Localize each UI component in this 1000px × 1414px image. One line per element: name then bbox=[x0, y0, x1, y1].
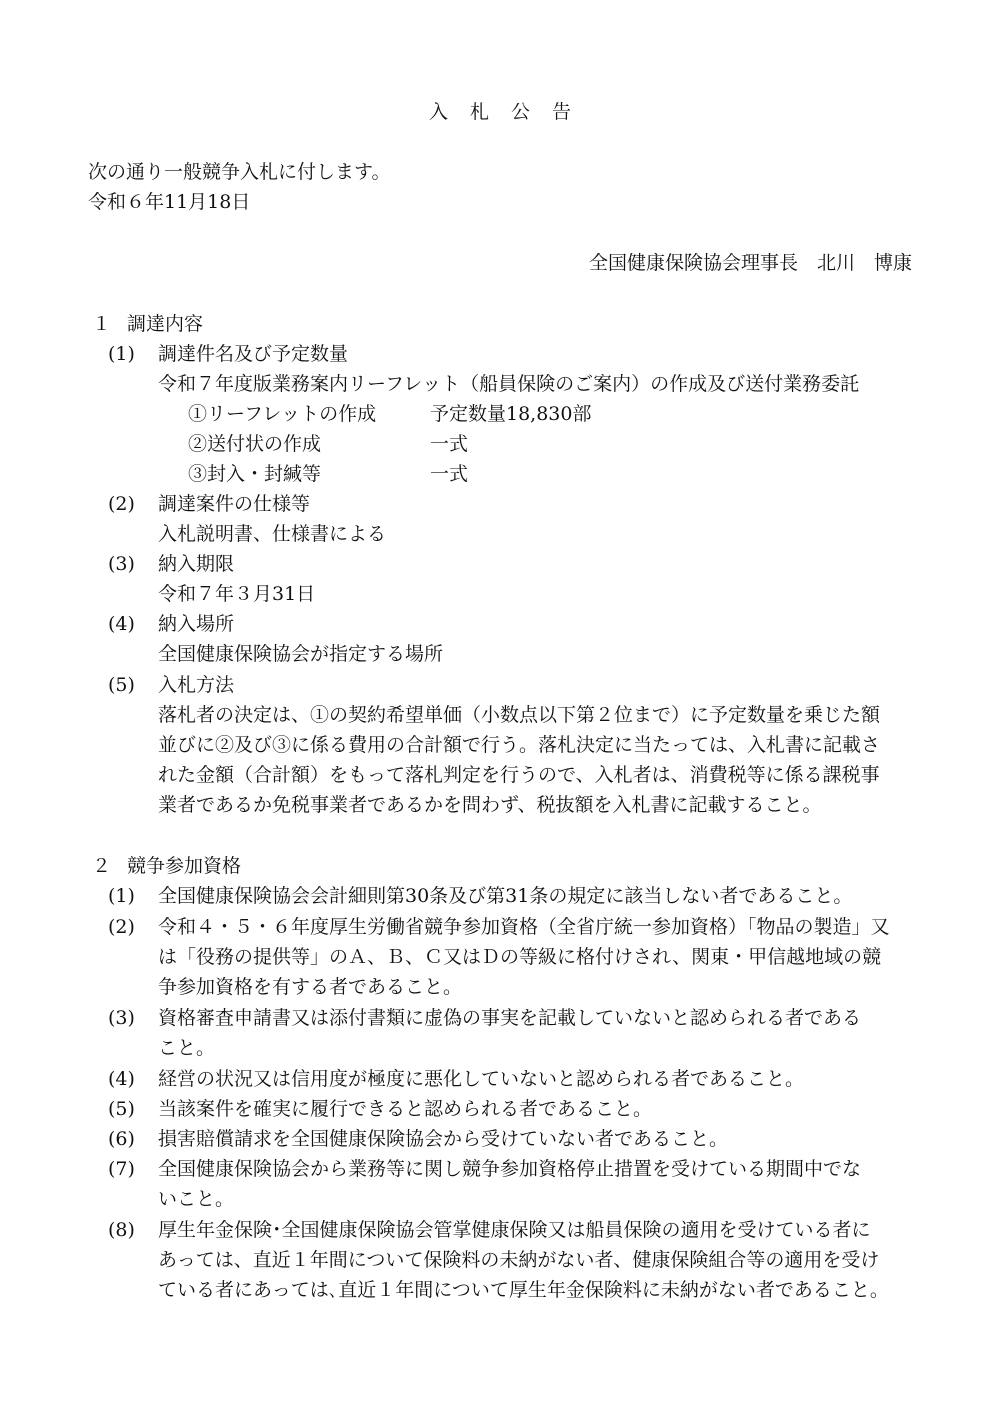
eligibility-line: ている者にあっては､直近１年間について厚生年金保険料に未納がない者であること。 bbox=[158, 1279, 889, 1301]
item-1-3-number: (3) bbox=[108, 553, 135, 575]
item-1-4-heading: 納入場所 bbox=[158, 613, 235, 635]
item-1-3-heading: 納入期限 bbox=[158, 553, 235, 575]
eligibility-line: 損害賠償請求を全国健康保険協会から受けていない者であること。 bbox=[158, 1128, 729, 1150]
item-1-1-number: (1) bbox=[108, 343, 135, 365]
eligibility-line: 争参加資格を有する者であること。 bbox=[158, 976, 463, 998]
item-1-3-body: 令和７年３月31日 bbox=[158, 583, 316, 605]
eligibility-line: 当該案件を確実に履行できると認められる者であること。 bbox=[158, 1098, 653, 1120]
item-2-8-number: (8) bbox=[108, 1219, 135, 1241]
item-1-2-number: (2) bbox=[108, 493, 135, 515]
item-1-1-heading: 調達件名及び予定数量 bbox=[158, 343, 349, 365]
quantity-row-value: 一式 bbox=[430, 463, 469, 485]
eligibility-line: あっては、直近１年間について保険料の未納がない者、健康保険組合等の適用を受け bbox=[158, 1249, 880, 1271]
procurement-subject: 令和７年度版業務案内リーフレット（船員保険のご案内）の作成及び送付業務委託 bbox=[158, 373, 860, 395]
section-1-number: １ bbox=[92, 313, 112, 335]
bid-method-line: 業者であるか免税事業者であるかを問わず、税抜額を入札書に記載すること。 bbox=[158, 794, 822, 816]
eligibility-line: 全国健康保険協会会計細則第30条及び第31条の規定に該当しない者であること。 bbox=[158, 885, 853, 907]
eligibility-line: 経営の状況又は信用度が極度に悪化していないと認められる者であること。 bbox=[158, 1068, 805, 1090]
item-1-5-heading: 入札方法 bbox=[158, 674, 235, 696]
eligibility-line: 全国健康保険協会から業務等に関し競争参加資格停止措置を受けている期間中でな bbox=[158, 1158, 862, 1180]
issuer-name: 全国健康保険協会理事長 北川 博康 bbox=[588, 252, 912, 274]
eligibility-line: 資格審査申請書又は添付書類に虚偽の事実を記載していないと認められる者である bbox=[158, 1007, 862, 1029]
eligibility-line: は「役務の提供等」のＡ、Ｂ、Ｃ又はＤの等級に格付けされ、関東・甲信越地域の競 bbox=[158, 946, 882, 968]
bid-method-line: 並びに②及び③に係る費用の合計額で行う。落札決定に当たっては、入札書に記載さ bbox=[158, 734, 881, 756]
item-2-5-number: (5) bbox=[108, 1098, 135, 1120]
item-2-2-number: (2) bbox=[108, 916, 135, 938]
section-2-heading: 競争参加資格 bbox=[127, 855, 242, 877]
eligibility-line: こと。 bbox=[158, 1037, 216, 1059]
item-2-1-number: (1) bbox=[108, 885, 135, 907]
bid-method-line: れた金額（合計額）をもって落札判定を行うので、入札者は、消費税等に係る課税事 bbox=[158, 764, 880, 786]
item-1-5-number: (5) bbox=[108, 674, 135, 696]
bid-method-line: 落札者の決定は、①の契約希望単価（小数点以下第２位まで）に予定数量を乗じた額 bbox=[158, 704, 881, 726]
item-2-6-number: (6) bbox=[108, 1128, 135, 1150]
item-2-7-number: (7) bbox=[108, 1158, 135, 1180]
intro-text: 次の通り一般競争入札に付します。 bbox=[88, 161, 391, 183]
page-title: 入札公告 bbox=[428, 101, 593, 123]
quantity-row-label: ②送付状の作成 bbox=[188, 433, 322, 455]
item-1-4-body: 全国健康保険協会が指定する場所 bbox=[158, 643, 444, 665]
item-2-3-number: (3) bbox=[108, 1007, 135, 1029]
quantity-row-label: ①リーフレットの作成 bbox=[188, 403, 377, 425]
item-1-4-number: (4) bbox=[108, 613, 135, 635]
eligibility-line: 厚生年金保険･全国健康保険協会管掌健康保険又は船員保険の適用を受けている者に bbox=[158, 1219, 871, 1241]
quantity-row-label: ③封入・封緘等 bbox=[188, 463, 322, 485]
quantity-row-value: 一式 bbox=[430, 433, 469, 455]
section-1-heading: 調達内容 bbox=[127, 313, 204, 335]
quantity-row-value: 予定数量18,830部 bbox=[430, 403, 592, 425]
section-2-number: ２ bbox=[92, 855, 112, 877]
eligibility-line: 令和４・５・６年度厚生労働省競争参加資格（全省庁統一参加資格）「物品の製造」又 bbox=[158, 916, 890, 938]
item-1-2-body: 入札説明書、仕様書による bbox=[158, 523, 387, 545]
announcement-date: 令和６年11月18日 bbox=[88, 191, 251, 213]
item-1-2-heading: 調達案件の仕様等 bbox=[158, 493, 311, 515]
item-2-4-number: (4) bbox=[108, 1068, 135, 1090]
eligibility-line: いこと。 bbox=[158, 1188, 235, 1210]
